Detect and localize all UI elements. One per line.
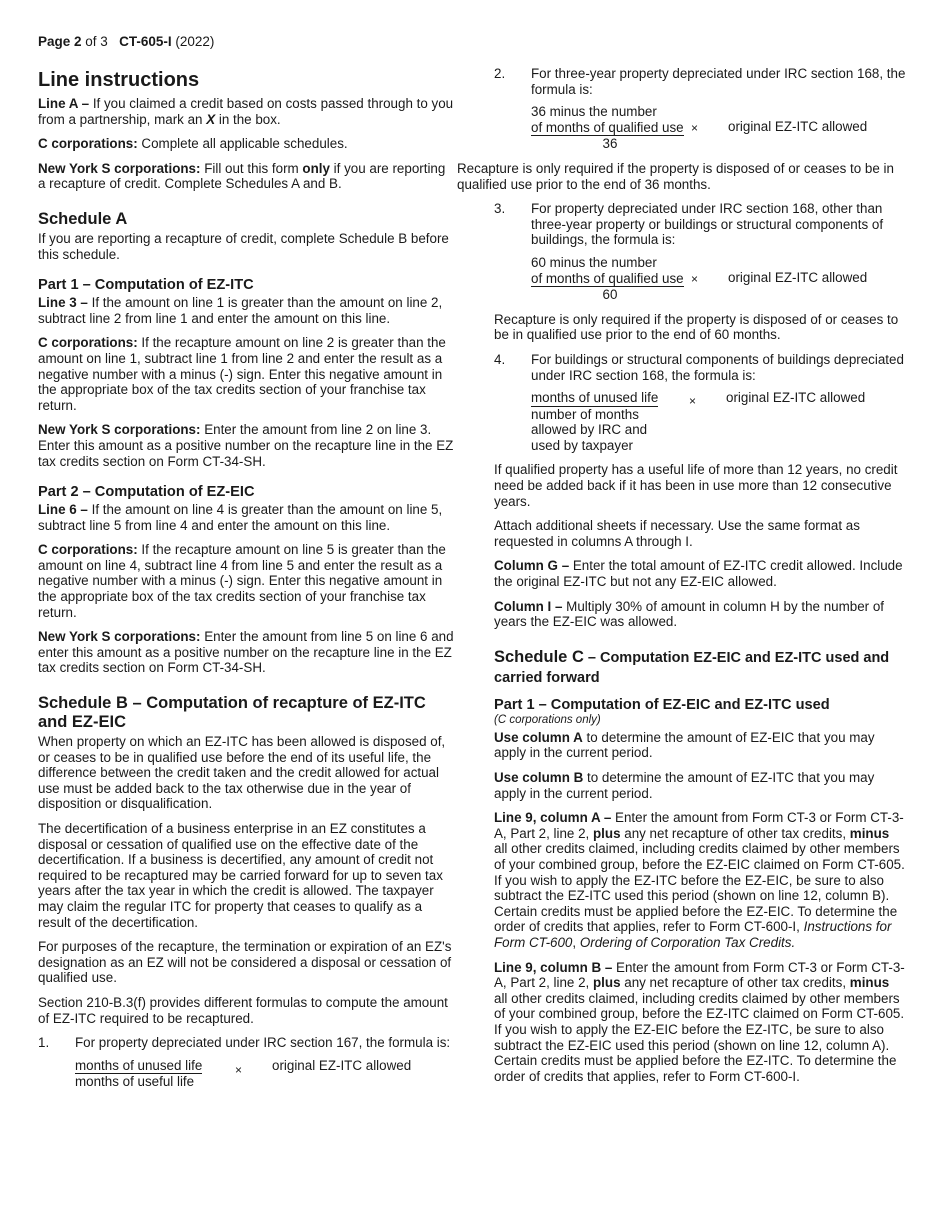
item-text: For three-year property depreciated under IRC section 168, the formula is: bbox=[531, 66, 906, 97]
schedule-c-title: Schedule C – Computation EZ-EIC and EZ-ITC used and carried forward bbox=[494, 647, 890, 686]
c-corporations-paragraph: C corporations: Complete all applicable schedules. bbox=[38, 136, 348, 152]
item-number: 4. bbox=[494, 351, 506, 367]
item-text: For property depreciated under IRC section 167, the formula is: bbox=[75, 1035, 451, 1051]
part2-ny-s-corporations-paragraph: New York S corporations: Enter the amount from line 5 on line 6 and enter this amount as a positive number on the recapture line in the EZ tax credits section on Form CT-34-SH. bbox=[38, 629, 454, 676]
list-item bbox=[494, 352, 906, 454]
recapture-60-paragraph: Recapture is only required if the property is disposed of or ceases to be in qualified use prior to the end of 60 months. bbox=[494, 311, 899, 343]
fraction-numerator-line2: of months of qualified use bbox=[531, 119, 684, 135]
fraction-numerator: months of unused life bbox=[75, 1057, 203, 1073]
list-item bbox=[494, 201, 906, 303]
schedule-a-title: Schedule A bbox=[38, 209, 128, 228]
line-6-paragraph: Line 6 – If the amount on line 4 is greater than the amount on line 5, subtract line 5 from line 4 and enter the amount on this line. bbox=[38, 502, 443, 533]
original-credit-label: original EZ-ITC allowed bbox=[272, 1057, 412, 1073]
schedule-b-paragraph-3: For purposes of the recapture, the termination or expiration of an EZ's designation as an EZ will not be considered a disposal or cessation of qualified use. bbox=[38, 939, 452, 986]
schedule-a-intro: If you are reporting a recapture of credit, complete Schedule B before this schedule. bbox=[38, 230, 449, 262]
fraction-numerator-line1: 36 minus the number bbox=[531, 104, 657, 120]
part1-ny-s-corporations-paragraph: New York S corporations: Enter the amount from line 2 on line 3. Enter this amount as a positive number on the recapture line in the EZ tax credits section on Form CT-34-SH. bbox=[38, 422, 454, 469]
use-column-a-paragraph: Use column A to determine the amount of EZ-EIC that you may apply in the current period. bbox=[494, 729, 875, 761]
item-text: For buildings or structural components of buildings depreciated under IRC section 168, the formula is: bbox=[531, 351, 904, 383]
line-9-column-a-paragraph: Line 9, column A – Enter the amount from Form CT-3 or Form CT-3-A, Part 2, line 2, plus any net recapture of other tax credits, minus all other credits claimed, including credits claimed by other members of your combined group, before the EZ-EIC claimed on Form CT-605. If you wish to apply the EZ-ITC before the EZ-EIC, be sure to also subtract the EZ-ITC used this period (shown on line 12, column B). Certain credits must be applied before the EZ-EIC. To determine the order of credits that applies, refer to Form CT-600-I, Instructions for Form CT-600, Ordering of Corporation Tax Credits. bbox=[494, 810, 905, 950]
ny-s-corporations-paragraph: New York S corporations: Fill out this form only if you are reporting a recapture of credit. Complete Schedules A and B. bbox=[38, 160, 446, 192]
item-text: For property depreciated under IRC section 168, other than three-year property or buildings or structural components of buildings, the formula is: bbox=[531, 201, 884, 248]
column-g-paragraph: Column G – Enter the total amount of EZ-ITC credit allowed. Include the original EZ-ITC but not any EZ-EIC allowed. bbox=[494, 558, 903, 590]
fraction-numerator: months of unused life bbox=[531, 390, 659, 406]
part1-c-corporations-paragraph: C corporations: If the recapture amount on line 2 is greater than the amount on line 1, subtract line 1 from line 2 and enter the result as a negative number with a minus (-) sign. Enter this negative amount in the appropriate box of the tax credits section of your franchise tax return. bbox=[38, 335, 446, 413]
original-credit-label: original EZ-ITC allowed bbox=[728, 269, 868, 285]
fraction-denominator: months of useful life bbox=[75, 1074, 195, 1090]
formula-list bbox=[38, 1035, 456, 1090]
fraction-denominator: 36 bbox=[602, 136, 618, 152]
form-number: CT-605-I bbox=[119, 34, 172, 49]
formula-3 bbox=[531, 255, 906, 303]
original-credit-label: original EZ-ITC allowed bbox=[726, 390, 866, 406]
fraction bbox=[531, 255, 691, 303]
schedule-b-title: Schedule B – Computation of recapture of EZ-ITC and EZ-EIC bbox=[38, 694, 426, 732]
fraction-denominator: number of months allowed by IRC and used by taxpayer bbox=[531, 406, 648, 453]
multiply-sign: × bbox=[691, 271, 699, 286]
fraction bbox=[531, 104, 691, 152]
line-a-paragraph: Line A – If you claimed a credit based on costs passed through to you from a partnership, mark an X in the box. bbox=[38, 96, 454, 127]
fraction bbox=[75, 1058, 235, 1090]
right-column bbox=[457, 66, 906, 1093]
form-year: (2022) bbox=[175, 34, 215, 49]
fraction-numerator-line2: of months of qualified use bbox=[531, 270, 684, 286]
formula-list-continued bbox=[494, 66, 906, 152]
schedule-b-paragraph-1: When property on which an EZ-ITC has been allowed is disposed of, or ceases to be in qualified use before the end of its useful life, the difference between the credit taken and the credit allowed for actual use must be added back to the tax otherwise due in the year of disposition or disqualification. bbox=[38, 734, 446, 812]
formula-2 bbox=[531, 104, 906, 152]
fraction-numerator-line1: 60 minus the number bbox=[531, 254, 657, 270]
part1-title: Part 1 – Computation of EZ-ITC bbox=[38, 277, 254, 294]
attach-sheets-paragraph: Attach additional sheets if necessary. Use the same format as requested in columns A through I. bbox=[494, 518, 860, 549]
multiply-sign: × bbox=[691, 121, 699, 136]
schedule-b-paragraph-4: Section 210-B.3(f) provides different formulas to compute the amount of EZ-ITC required to be recaptured. bbox=[38, 994, 448, 1026]
column-i-paragraph: Column I – Multiply 30% of amount in column H by the number of years the EZ-EIC was allowed. bbox=[494, 598, 884, 630]
formula-1 bbox=[75, 1058, 456, 1090]
fraction bbox=[531, 390, 689, 453]
line-3-paragraph: Line 3 – If the amount on line 1 is greater than the amount on line 2, subtract line 2 from line 1 and enter the amount on this line. bbox=[38, 295, 443, 326]
line-instructions-title: Line instructions bbox=[38, 69, 200, 91]
left-column bbox=[38, 66, 456, 1099]
page-header bbox=[38, 34, 214, 49]
formula-list-continued-2 bbox=[494, 201, 906, 303]
recapture-36-paragraph: Recapture is only required if the property is disposed of or ceases to be in qualified use prior to the end of 36 months. bbox=[457, 160, 894, 192]
part2-c-corporations-paragraph: C corporations: If the recapture amount on line 5 is greater than the amount on line 4, subtract line 4 from line 5 and enter the result as a negative number with a minus (-) sign. Enter this negative amount in the appropriate box of the tax credits section of your franchise tax return. bbox=[38, 542, 446, 620]
item-number: 3. bbox=[494, 201, 506, 217]
multiply-sign: × bbox=[235, 1062, 243, 1077]
formula-4 bbox=[531, 390, 906, 453]
schedule-c-part1-title: Part 1 – Computation of EZ-EIC and EZ-ITC used bbox=[494, 696, 830, 713]
item-number: 1. bbox=[38, 1035, 50, 1051]
fraction-denominator: 60 bbox=[602, 287, 618, 303]
list-item bbox=[38, 1035, 456, 1090]
item-number: 2. bbox=[494, 66, 506, 81]
use-column-b-paragraph: Use column B to determine the amount of EZ-ITC that you may apply in the current period. bbox=[494, 770, 875, 801]
part2-title: Part 2 – Computation of EZ-EIC bbox=[38, 484, 255, 501]
schedule-b-paragraph-2: The decertification of a business enterprise in an EZ constitutes a disposal or cessation of qualified use on the effective date of the decertification. If a business is decertified, any amount of credit not required to be recaptured may be carried forward for up to seven tax years after the tax year in which the credit is allowed. The taxpayer may claim the regular ITC for property that ceases to qualify as a result of the decertification. bbox=[38, 821, 443, 930]
formula-list-continued-3 bbox=[494, 352, 906, 454]
schedule-c-part1-note: (C corporations only) bbox=[494, 713, 601, 726]
page-number: Page 2 bbox=[38, 34, 82, 49]
line-9-column-b-paragraph: Line 9, column B – Enter the amount from Form CT-3 or Form CT-3-A, Part 2, line 2, plus any net recapture of other tax credits, minus all other credits claimed, including credits claimed by other members of your combined group, before the EZ-ITC claimed on Form CT-605. If you wish to apply the EZ-EIC before the EZ-ITC, be sure to also subtract the EZ-EIC used this period (shown on line 12, column A). Certain credits must be applied before the EZ-ITC. To determine the order of credits that applies, refer to Form CT-600-I. bbox=[494, 959, 905, 1084]
multiply-sign: × bbox=[689, 394, 697, 409]
useful-life-paragraph: If qualified property has a useful life of more than 12 years, no credit need be added back if it has been in use more than 12 consecutive years. bbox=[494, 462, 898, 509]
page-total: of 3 bbox=[81, 34, 108, 49]
list-item bbox=[494, 66, 906, 152]
original-credit-label: original EZ-ITC allowed bbox=[728, 119, 868, 135]
